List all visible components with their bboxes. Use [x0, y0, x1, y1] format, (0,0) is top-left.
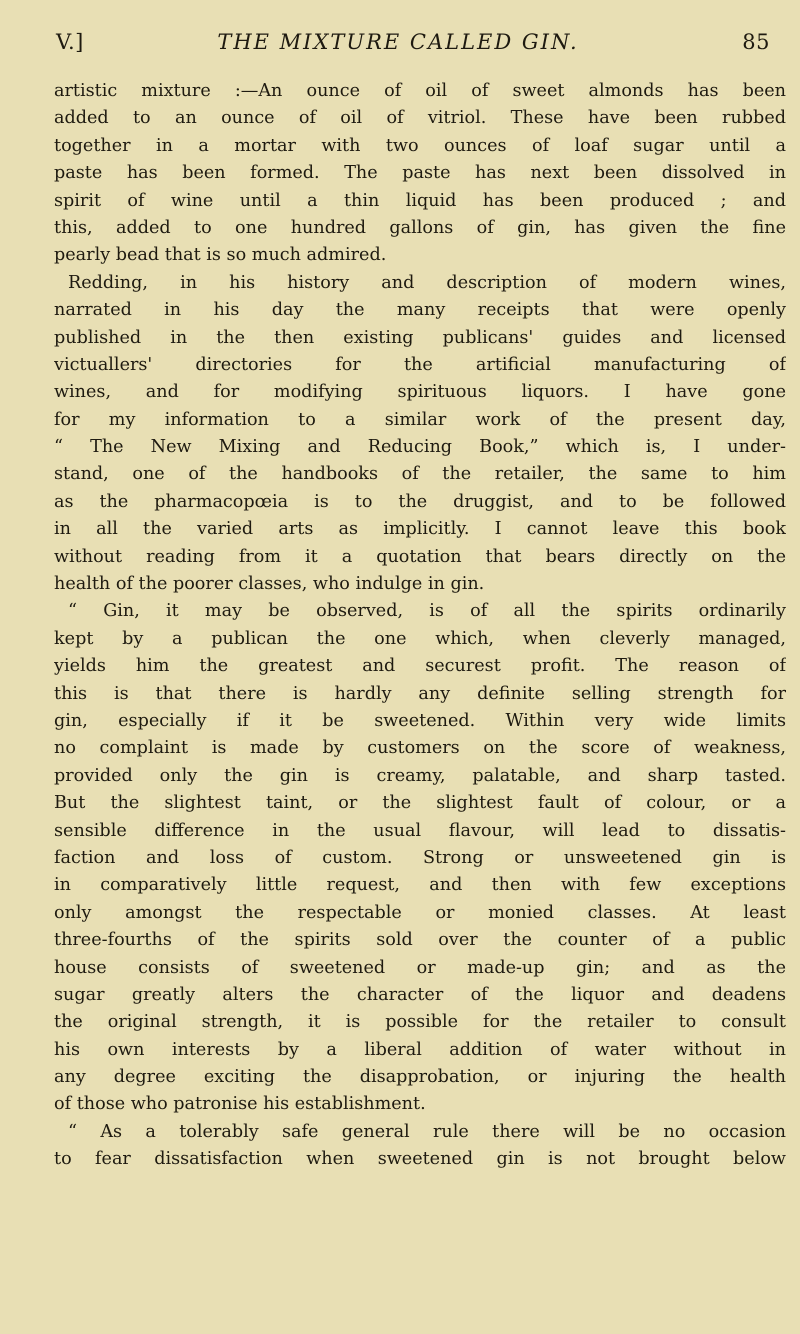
text-line: health of the poorer classes, who indulge in gin. — [54, 574, 485, 595]
text-line: gin, especially if it be sweetened. Within very wide limits — [54, 710, 786, 731]
body-text — [54, 78, 786, 1174]
text-line: no complaint is made by customers on the score of weakness, — [54, 738, 786, 759]
text-line: added to an ounce of oil of vitriol. These have been rubbed — [54, 108, 786, 129]
text-line: of those who patronise his establishment. — [54, 1094, 426, 1115]
text-line: “ As a tolerably safe general rule there will be no occasion — [68, 1121, 786, 1142]
page-number: 85 — [742, 30, 770, 54]
text-line: the original strength, it is possible for the retailer to consult — [54, 1012, 786, 1033]
text-line: kept by a publican the one which, when cleverly managed, — [54, 628, 786, 649]
text-line: paste has been formed. The paste has next been dissolved in — [54, 163, 786, 184]
text-line: this is that there is hardly any definite selling strength for — [54, 683, 786, 704]
text-line: Redding, in his history and description of modern wines, — [68, 272, 786, 293]
text-line: house consists of sweetened or made-up gin; and as the — [54, 957, 786, 978]
text-line: artistic mixture :—An ounce of oil of sweet almonds has been — [54, 81, 786, 101]
text-line: together in a mortar with two ounces of loaf sugar until a — [54, 135, 786, 156]
text-line: three-fourths of the spirits sold over the counter of a public — [54, 930, 786, 951]
chapter-number: V.] — [56, 30, 84, 54]
text-line: for my information to a similar work of the present day, — [54, 409, 786, 430]
text-line: faction and loss of custom. Strong or unsweetened gin is — [54, 847, 786, 868]
text-line: without reading from it a quotation that bears directly on the — [54, 546, 786, 567]
text-line: in comparatively little request, and then with few exceptions — [54, 875, 786, 896]
text-line: this, added to one hundred gallons of gin, has given the fine — [54, 217, 786, 238]
running-title: THE MIXTURE CALLED GIN. — [217, 30, 579, 54]
running-head — [54, 30, 782, 70]
text-line: in all the varied arts as implicitly. I cannot leave this book — [54, 519, 786, 540]
text-line: spirit of wine until a thin liquid has been produced ; and — [54, 190, 786, 211]
text-line: provided only the gin is creamy, palatable, and sharp tasted. — [54, 765, 786, 786]
text-line: stand, one of the handbooks of the retailer, the same to him — [54, 464, 786, 485]
text-line: any degree exciting the disapprobation, or injuring the health — [54, 1067, 786, 1088]
text-line: sugar greatly alters the character of the liquor and deadens — [54, 984, 786, 1005]
text-line: as the pharmacopœia is to the druggist, and to be followed — [54, 491, 786, 512]
text-line: narrated in his day the many receipts that were openly — [54, 300, 786, 321]
text-line: sensible difference in the usual flavour, will lead to dissatis- — [54, 820, 786, 841]
text-line: “ Gin, it may be observed, is of all the spirits ordinarily — [68, 601, 786, 622]
text-line: his own interests by a liberal addition of water without in — [54, 1039, 786, 1060]
text-line: to fear dissatisfaction when sweetened gin is not brought below — [54, 1149, 786, 1170]
text-line: “ The New Mixing and Reducing Book,” which is, I under- — [54, 437, 786, 458]
text-line: published in the then existing publicans' guides and licensed — [54, 327, 786, 348]
text-line: But the slightest taint, or the slightest fault of colour, or a — [54, 793, 786, 814]
text-line: yields him the greatest and securest profit. The reason of — [54, 656, 786, 677]
text-line: pearly bead that is so much admired. — [54, 245, 387, 266]
text-line: wines, and for modifying spirituous liquors. I have gone — [54, 382, 786, 403]
text-line: victuallers' directories for the artificial manufacturing of — [54, 354, 786, 375]
text-line: only amongst the respectable or monied classes. At least — [54, 902, 786, 923]
